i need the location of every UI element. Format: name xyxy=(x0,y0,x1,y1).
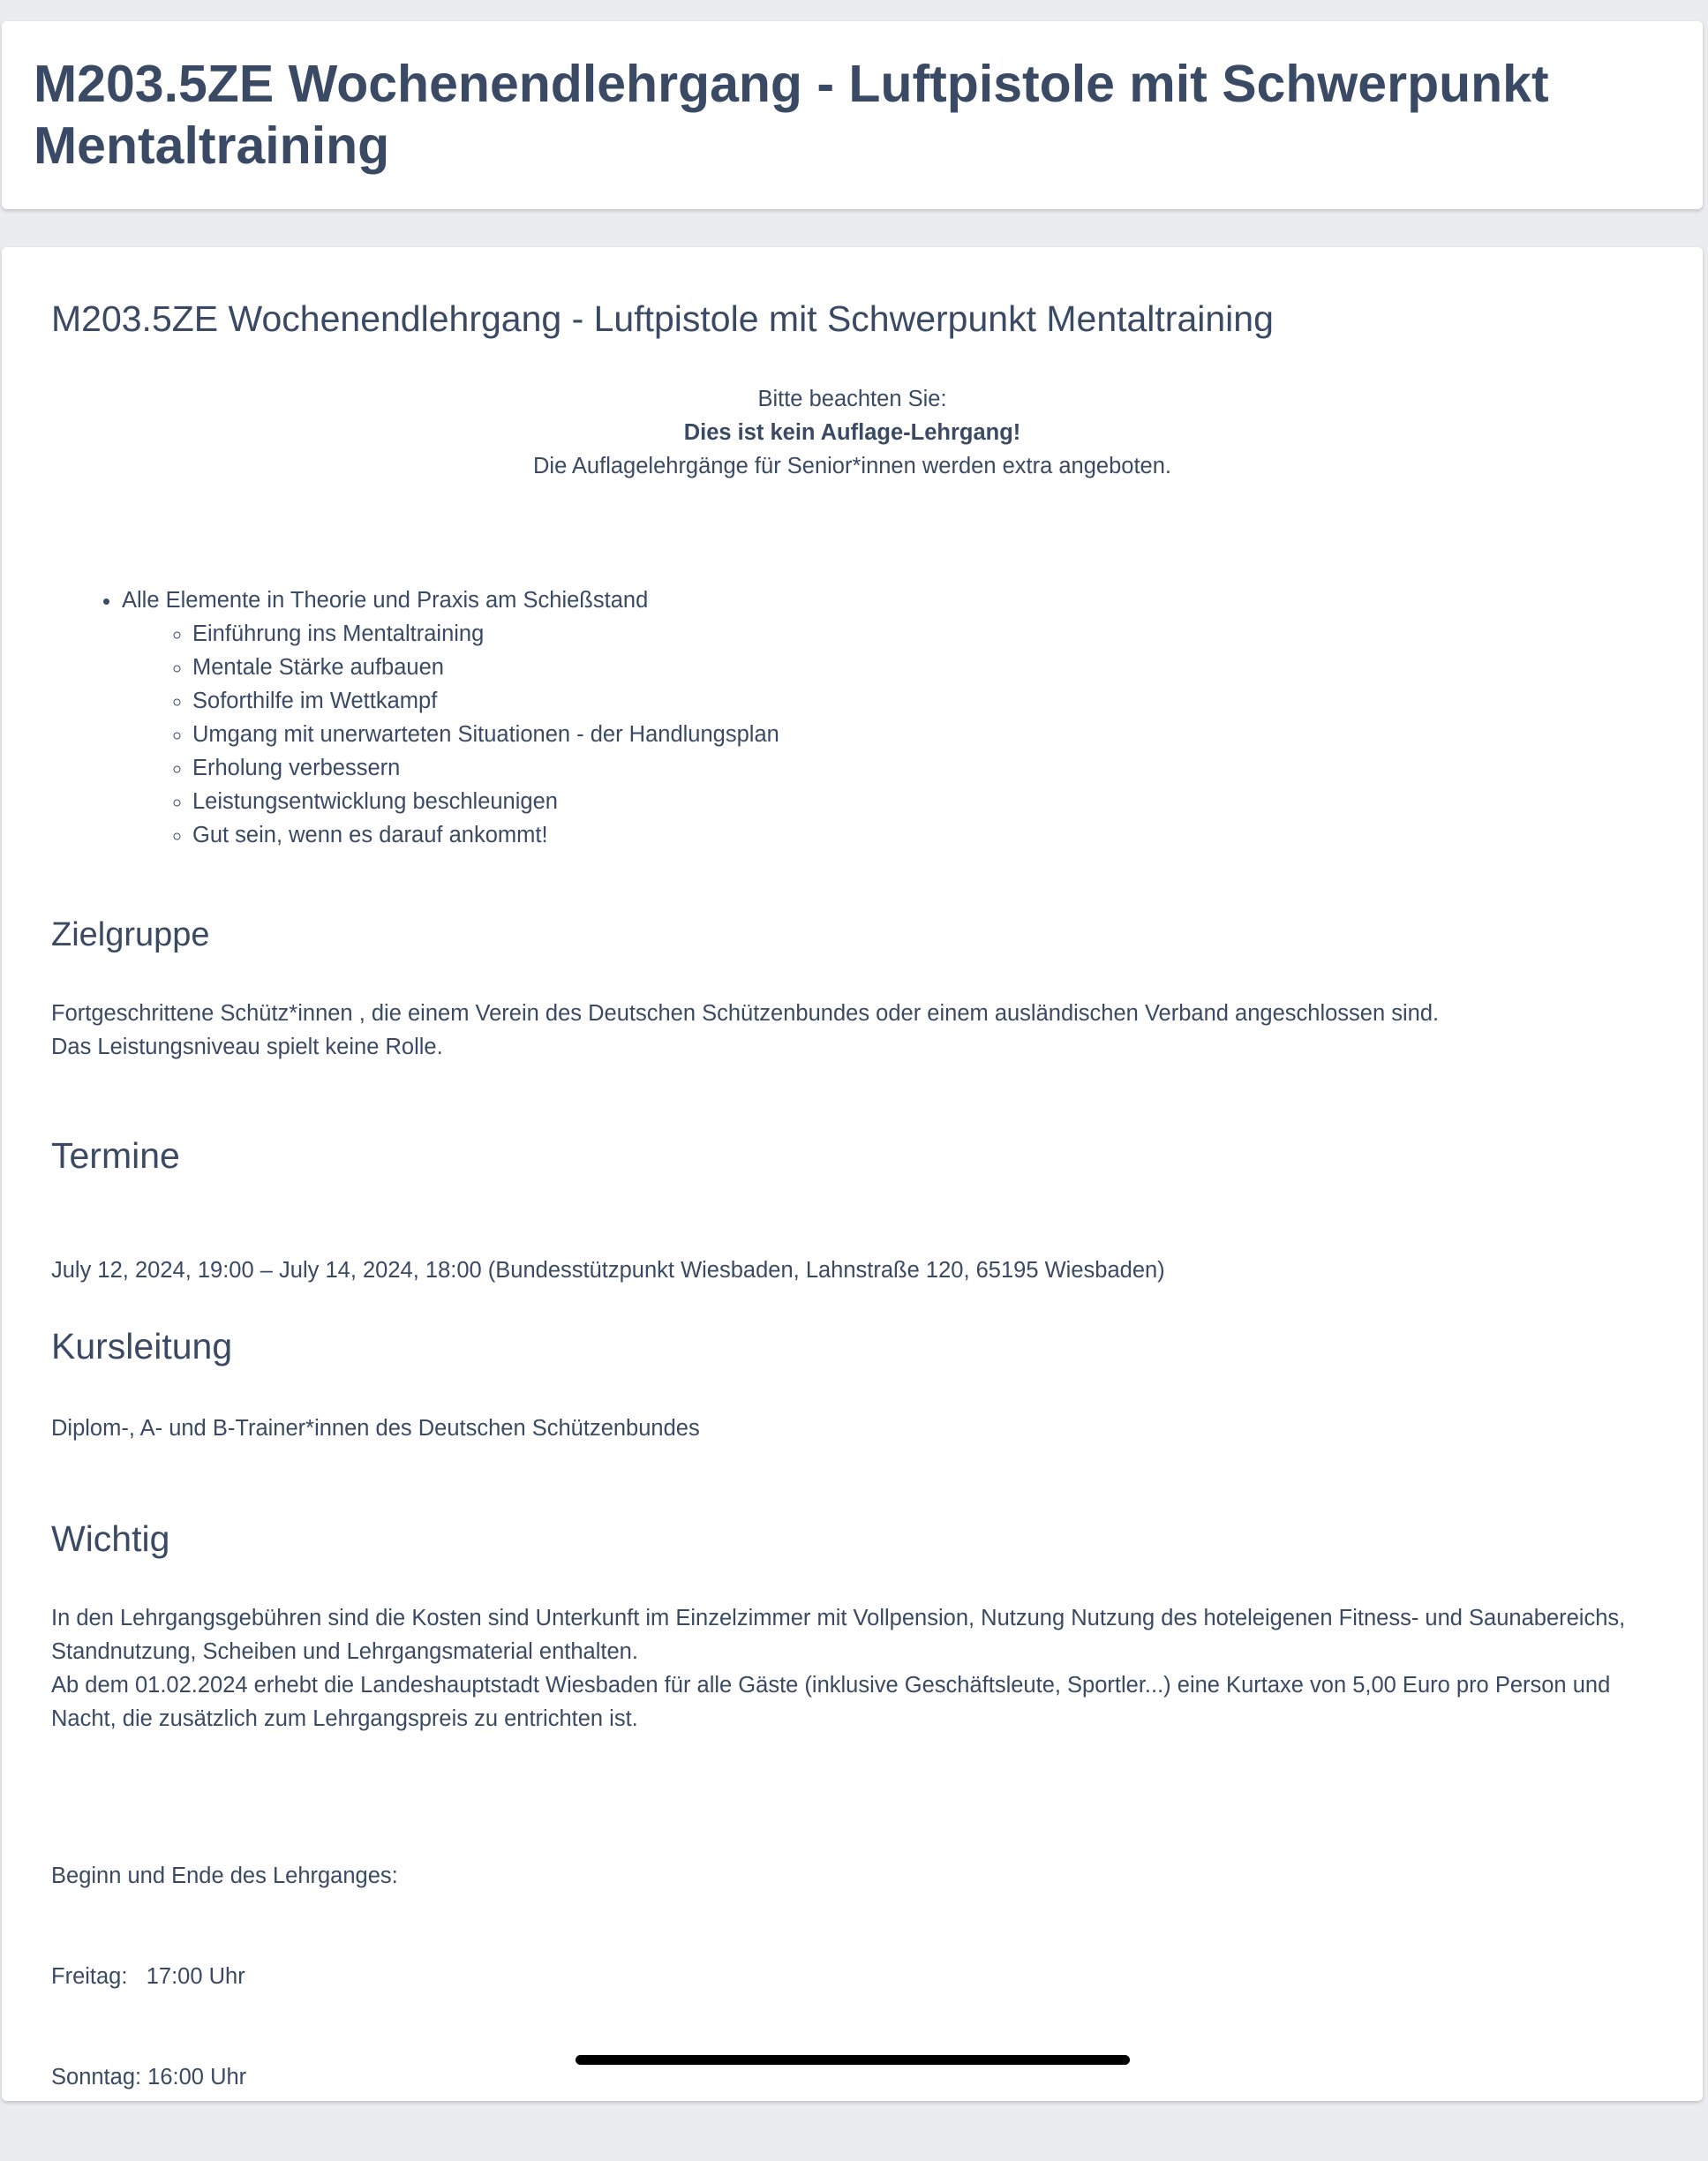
home-indicator[interactable] xyxy=(576,2055,1130,2065)
course-title: M203.5ZE Wochenendlehrgang - Luftpistole mit Schwerpunkt Mentaltraining xyxy=(51,298,1274,339)
list-item: ◦ Umgang mit unerwarteten Situationen - der Handlungsplan xyxy=(192,718,779,751)
termine-heading: Termine xyxy=(51,1135,180,1176)
list-item xyxy=(122,584,779,852)
list-item: ◦ Einführung ins Mentaltraining xyxy=(192,617,779,651)
notice-info: Die Auflagelehrgänge für Senior*innen werden extra angeboten. xyxy=(532,454,1171,478)
zielgruppe-line: Das Leistungsniveau spielt keine Rolle. xyxy=(51,1035,443,1059)
list-item-label: Alle Elemente in Theorie und Praxis am Schießstand xyxy=(122,588,649,613)
schedule xyxy=(51,1792,398,2161)
notice xyxy=(2,382,1703,483)
kursleitung-text: Diplom-, A- und B-Trainer*innen des Deutschen Schützenbundes xyxy=(51,1416,700,1441)
notice-warning: Dies ist kein Auflage-Lehrgang! xyxy=(683,420,1021,445)
schedule-label: Beginn und Ende des Lehrganges: xyxy=(51,1864,398,1888)
termine-date: July 12, 2024, 19:00 – July 14, 2024, 18:00 (Bundesstützpunkt Wiesbaden, Lahnstraße 120, 65195 Wiesbaden) xyxy=(51,1258,1165,1283)
list-item: ◦ Soforthilfe im Wettkampf xyxy=(192,684,779,718)
list-item: ◦ Mentale Stärke aufbauen xyxy=(192,651,779,684)
topics-list xyxy=(72,584,779,852)
zielgruppe-heading: Zielgruppe xyxy=(51,916,210,953)
list-item: ◦ Erholung verbessern xyxy=(192,751,779,785)
zielgruppe-text xyxy=(51,997,1439,1064)
content-card xyxy=(2,247,1703,2101)
wichtig-heading: Wichtig xyxy=(51,1518,170,1559)
kursleitung-heading: Kursleitung xyxy=(51,1326,233,1367)
wichtig-paragraph: In den Lehrgangsgebühren sind die Kosten sind Unterkunft im Einzelzimmer mit Vollpension, Nutzung Nutzung des hoteleigenen Fitness- und Saunabereichs, Standnutzung, Scheiben und Lehrgangsmaterial enthalten. xyxy=(51,1606,1626,1664)
page-title: M203.5ZE Wochenendlehrgang - Luftpistole mit Schwerpunkt Mentaltraining xyxy=(34,55,1549,175)
schedule-friday: Freitag: 17:00 Uhr xyxy=(51,1964,245,1989)
list-item: ◦ Gut sein, wenn es darauf ankommt! xyxy=(192,818,779,852)
list-item: ◦ Leistungsentwicklung beschleunigen xyxy=(192,785,779,818)
header-card xyxy=(2,21,1703,209)
wichtig-paragraph: Ab dem 01.02.2024 erhebt die Landeshauptstadt Wiesbaden für alle Gäste (inklusive Geschäftsleute, Sportler...) eine Kurtaxe von 5,00 Euro pro Person und Nacht, die zusätzlich zum Lehrgangspreis zu entrichten ist. xyxy=(51,1673,1611,1731)
subtopics-list xyxy=(122,617,779,852)
notice-intro: Bitte beachten Sie: xyxy=(757,387,947,411)
schedule-sunday: Sonntag: 16:00 Uhr xyxy=(51,2065,247,2089)
zielgruppe-line: Fortgeschrittene Schütz*innen , die einem Verein des Deutschen Schützenbundes oder einem ausländischen Verband angeschlossen sind. xyxy=(51,1001,1440,1026)
wichtig-text xyxy=(51,1601,1658,1736)
